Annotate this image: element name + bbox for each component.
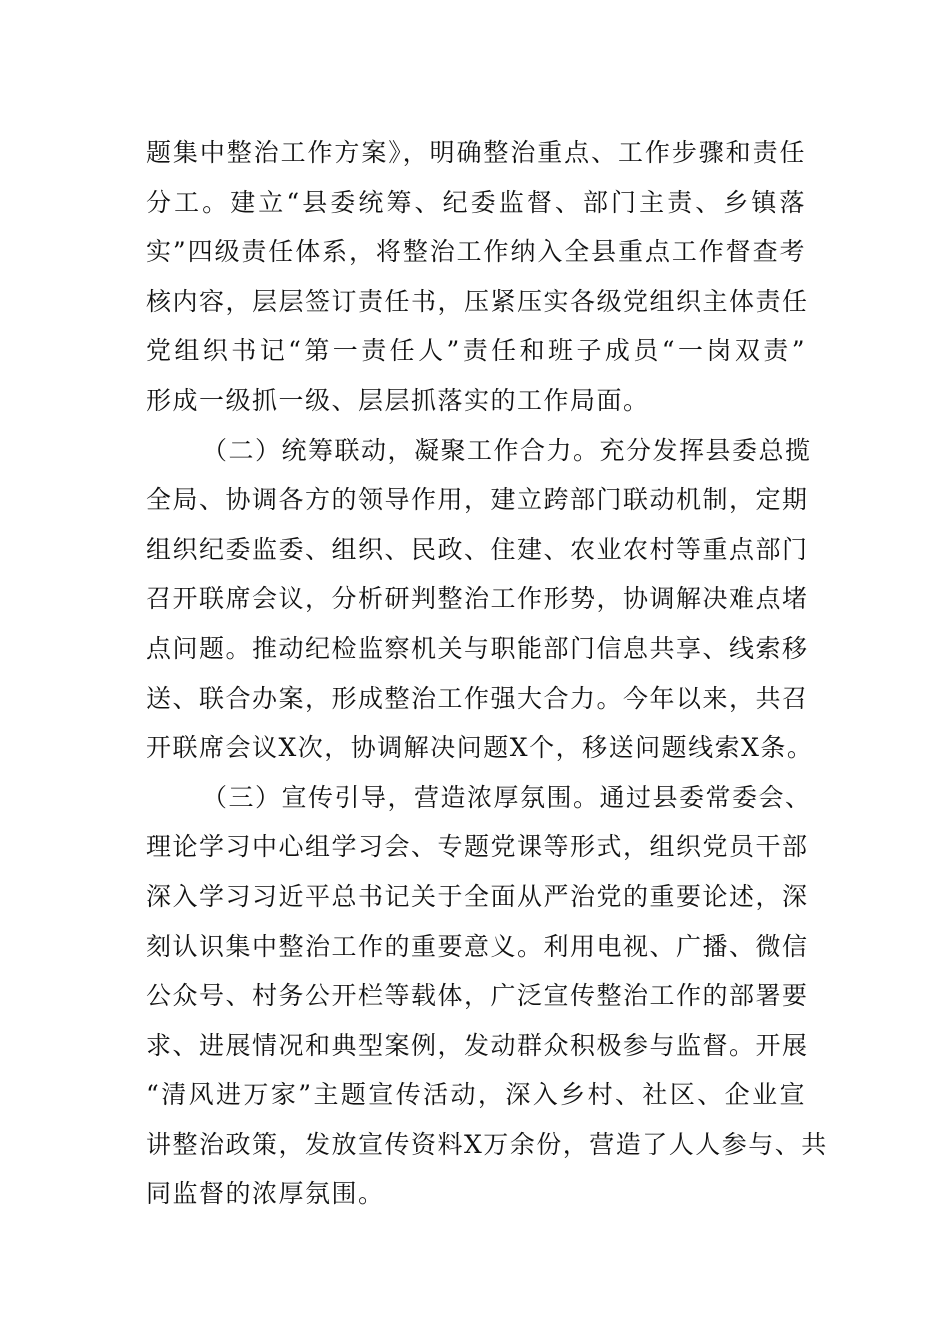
text-line: 点问题。推动纪检监察机关与职能部门信息共享、线索移 xyxy=(146,633,809,663)
text-line: 求、进展情况和典型案例，发动群众积极参与监督。开展 xyxy=(146,1030,809,1060)
text-line: 组织纪委监委、组织、民政、住建、农业农村等重点部门 xyxy=(146,534,809,564)
text-line: 送、联合办案，形成整治工作强大合力。今年以来，共召 xyxy=(146,683,809,713)
text-line: 题集中整治工作方案》，明确整治重点、工作步骤和责任 xyxy=(146,138,806,167)
text-line: 同监督的浓厚氛围。 xyxy=(146,1179,385,1209)
section-heading-line: （三）宣传引导，营造浓厚氛围。通过县委常委会、 xyxy=(202,782,812,812)
text-line: 公众号、村务公开栏等载体，广泛宣传整治工作的部署要 xyxy=(146,981,809,1011)
text-line: 核内容，层层签订责任书，压紧压实各级党组织主体责任 xyxy=(146,286,809,316)
text-line: 实”四级责任体系，将整治工作纳入全县重点工作督查考 xyxy=(146,237,806,267)
text-line: 理论学习中心组学习会、专题党课等形式，组织党员干部 xyxy=(146,832,809,862)
text-line: 刻认识集中整治工作的重要意义。利用电视、广播、微信 xyxy=(146,931,809,961)
text-line: 开联席会议X次，协调解决问题X个，移送问题线索X条。 xyxy=(146,733,814,763)
text-line: 召开联席会议，分析研判整治工作形势，协调解决难点堵 xyxy=(146,584,809,614)
text-line: 全局、协调各方的领导作用，建立跨部门联动机制，定期 xyxy=(146,485,809,515)
paragraph-publicity xyxy=(146,773,828,1219)
text-line: 深入学习习近平总书记关于全面从严治党的重要论述，深 xyxy=(146,881,809,911)
text-line: 形成一级抓一级、层层抓落实的工作局面。 xyxy=(146,385,650,415)
text-line: 党组织书记“第一责任人”责任和班子成员“一岗双责” xyxy=(146,336,806,366)
paragraph-responsibility-system xyxy=(146,128,809,426)
paragraph-coordination xyxy=(146,426,814,773)
text-line: 讲整治政策，发放宣传资料X万余份，营造了人人参与、共 xyxy=(146,1129,828,1159)
text-line: “清风进万家”主题宣传活动，深入乡村、社区、企业宣 xyxy=(146,1080,806,1110)
section-heading-line: （二）统筹联动，凝聚工作合力。充分发挥县委总揽 xyxy=(202,435,812,465)
body-text xyxy=(146,128,828,1219)
text-line: 分工。建立“县委统筹、纪委监督、部门主责、乡镇落 xyxy=(146,187,806,217)
